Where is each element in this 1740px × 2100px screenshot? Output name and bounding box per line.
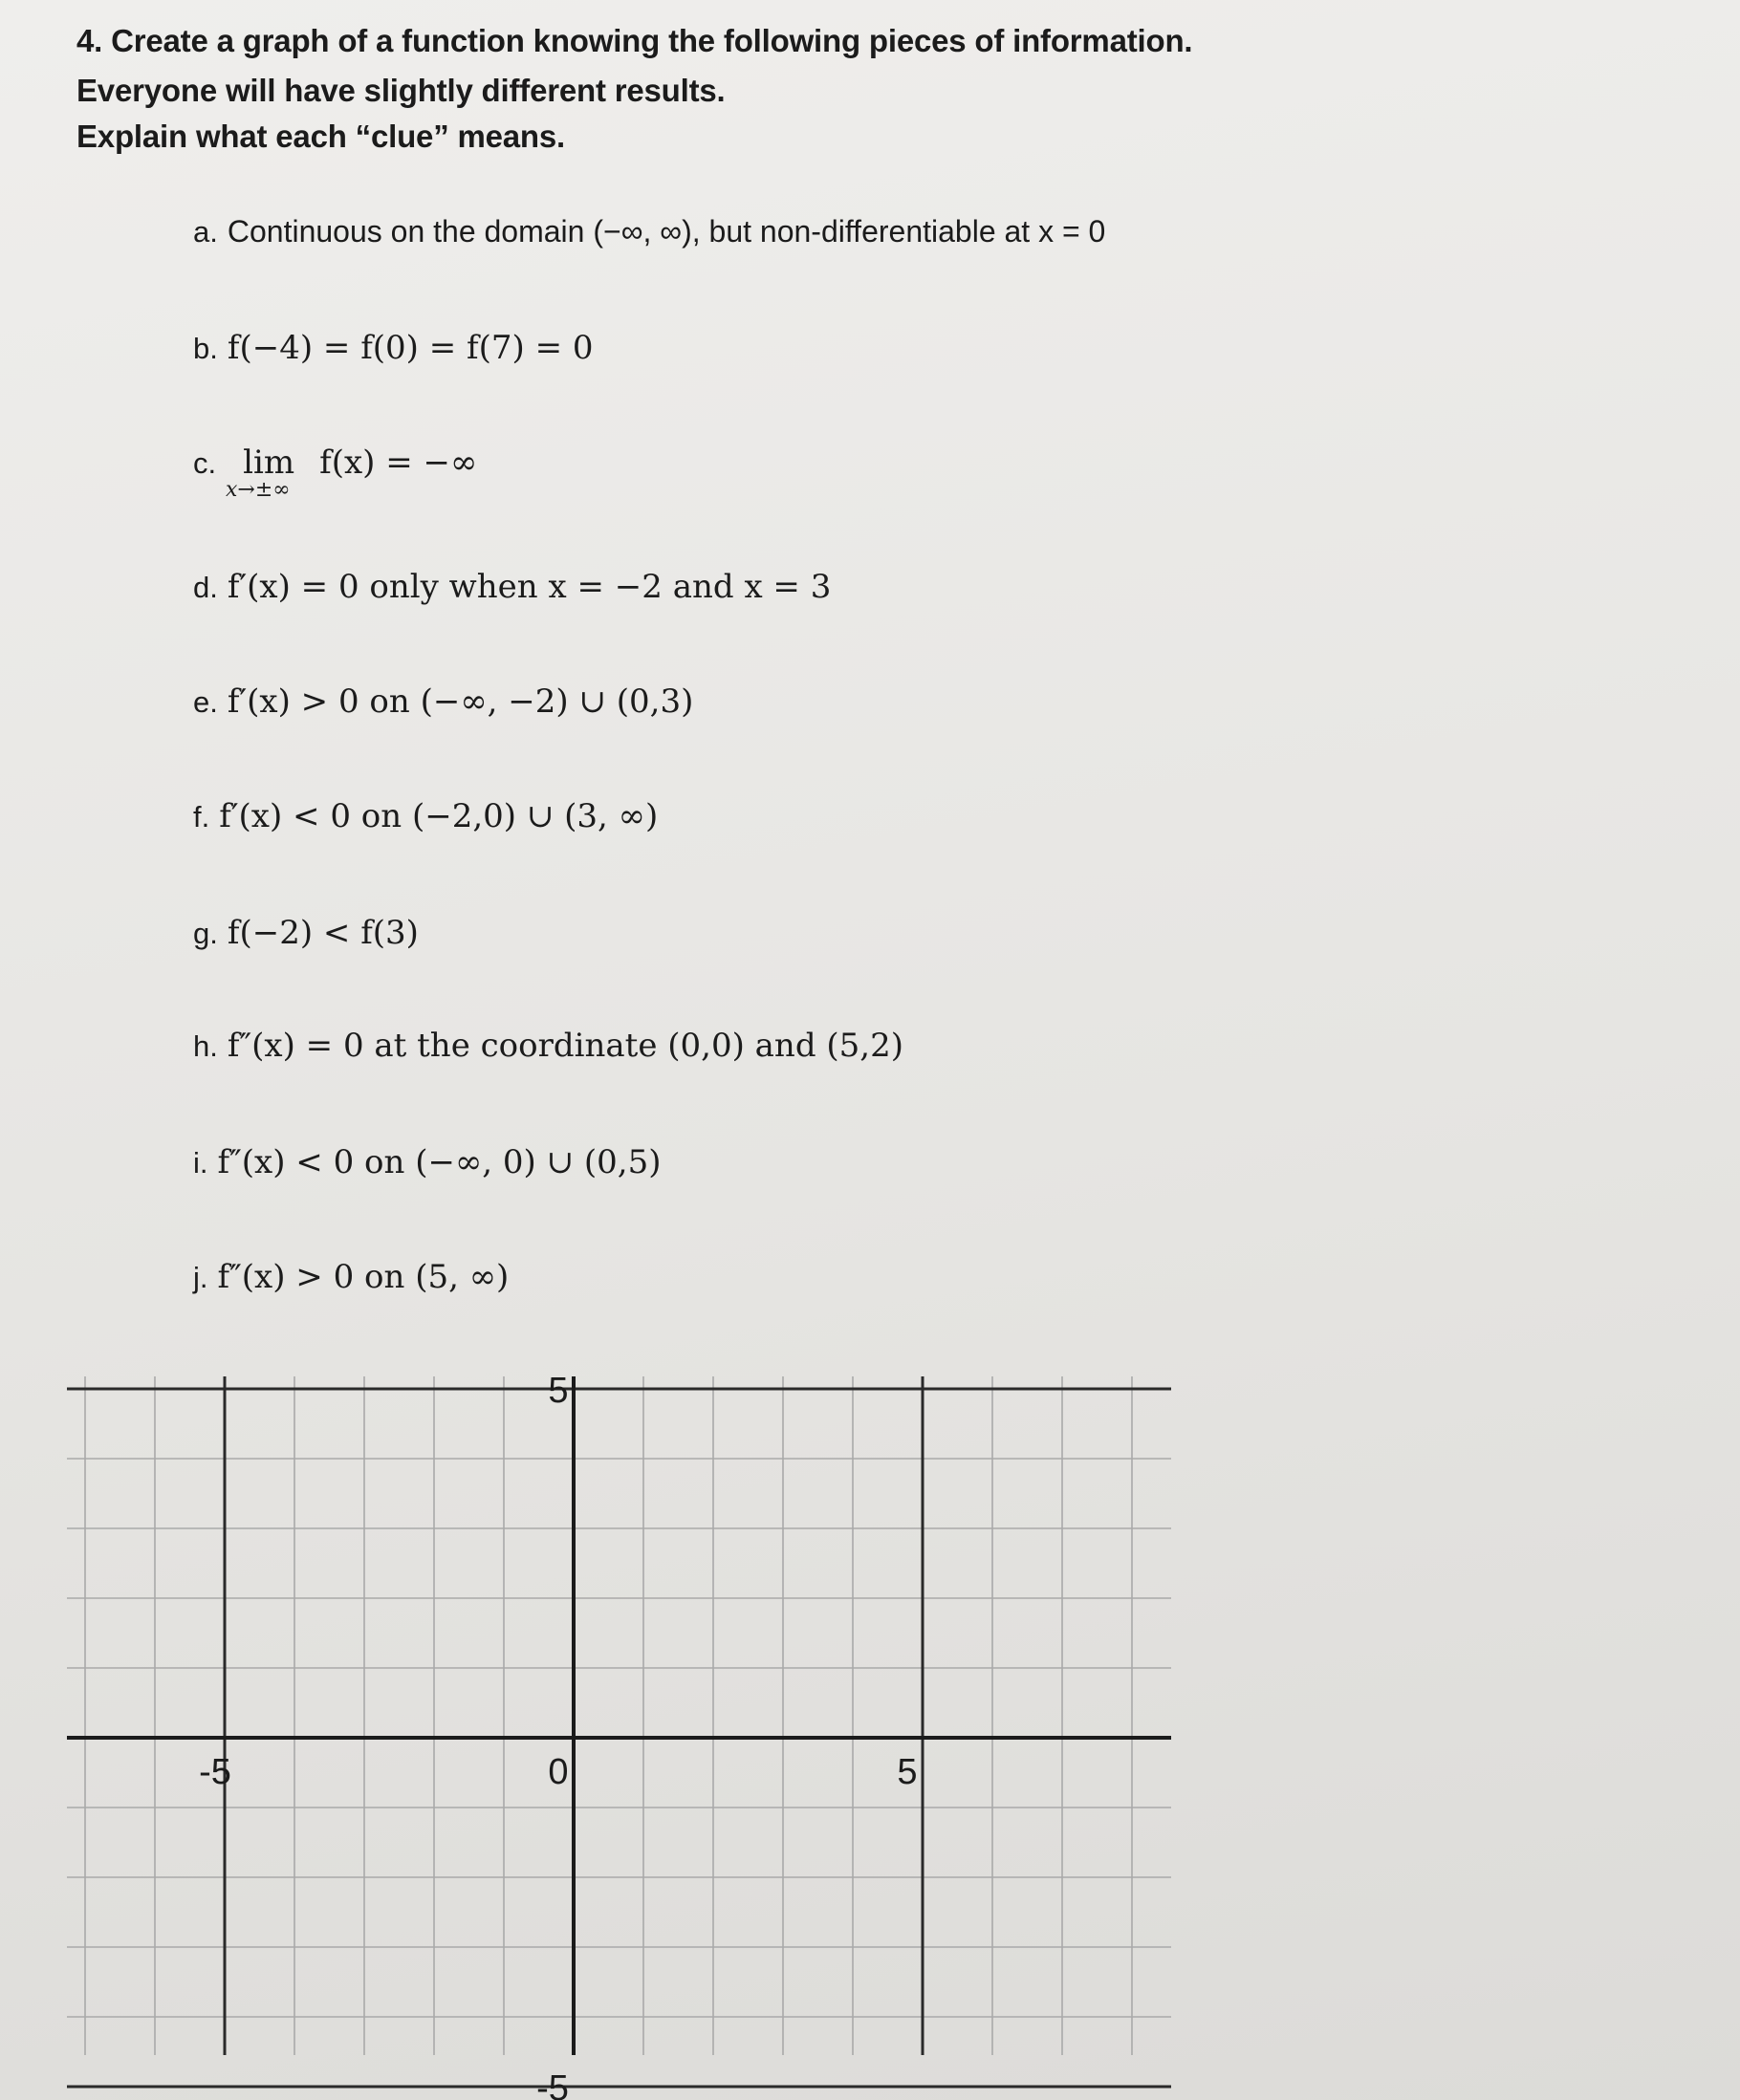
x-tick-label: -5 [199, 1752, 231, 1792]
axis-labels [199, 1371, 917, 2100]
clue-d-text: f′(x) = 0 only when x = −2 and x = 3 [227, 568, 832, 606]
x-tick-label: 0 [548, 1752, 569, 1792]
clue-f-text: f′(x) < 0 on (−2,0) ∪ (3, ∞) [219, 797, 659, 835]
clue-i-letter: i. [193, 1146, 208, 1180]
clue-c-letter: c. [193, 446, 217, 480]
clue-h-letter: h. [193, 1029, 218, 1063]
question-explain: Explain what each “clue” means. [76, 119, 565, 154]
question-instruction: Everyone will have slightly different results. [76, 73, 726, 108]
clue-g-letter: g. [193, 917, 218, 950]
question-title: 4. Create a graph of a function knowing the following pieces of information. [76, 23, 1193, 58]
clue-i-text: f″(x) < 0 on (−∞, 0) ∪ (0,5) [217, 1143, 662, 1181]
clue-c-text: f(x) = −∞ [319, 444, 478, 482]
grid-lines [67, 1376, 1171, 2055]
clue-b-text: f(−4) = f(0) = f(7) = 0 [227, 329, 594, 367]
clue-g-text: f(−2) < f(3) [227, 914, 419, 952]
clue-b-letter: b. [193, 332, 218, 365]
clue-e-text: f′(x) > 0 on (−∞, −2) ∪ (0,3) [227, 682, 694, 721]
clue-c-lim: lim [243, 444, 295, 482]
clue-a-text: Continuous on the domain (−∞, ∞), but non-differentiable at x = 0 [227, 214, 1106, 249]
clue-j-letter: j. [193, 1261, 208, 1294]
clue-d-letter: d. [193, 571, 218, 604]
x-tick-label: 5 [897, 1752, 918, 1792]
clue-e-letter: e. [193, 685, 218, 719]
y-tick-label: -5 [536, 2068, 569, 2100]
clue-f-letter: f. [193, 800, 210, 834]
clue-a-letter: a. [193, 215, 218, 249]
clue-c-lim-subscript: x→±∞ [226, 478, 291, 502]
graph-axes [67, 1376, 1171, 2087]
y-tick-label: 5 [548, 1371, 569, 1411]
clue-h-text: f″(x) = 0 at the coordinate (0,0) and (5,2) [227, 1027, 904, 1065]
clue-j-text: f″(x) > 0 on (5, ∞) [217, 1258, 510, 1296]
